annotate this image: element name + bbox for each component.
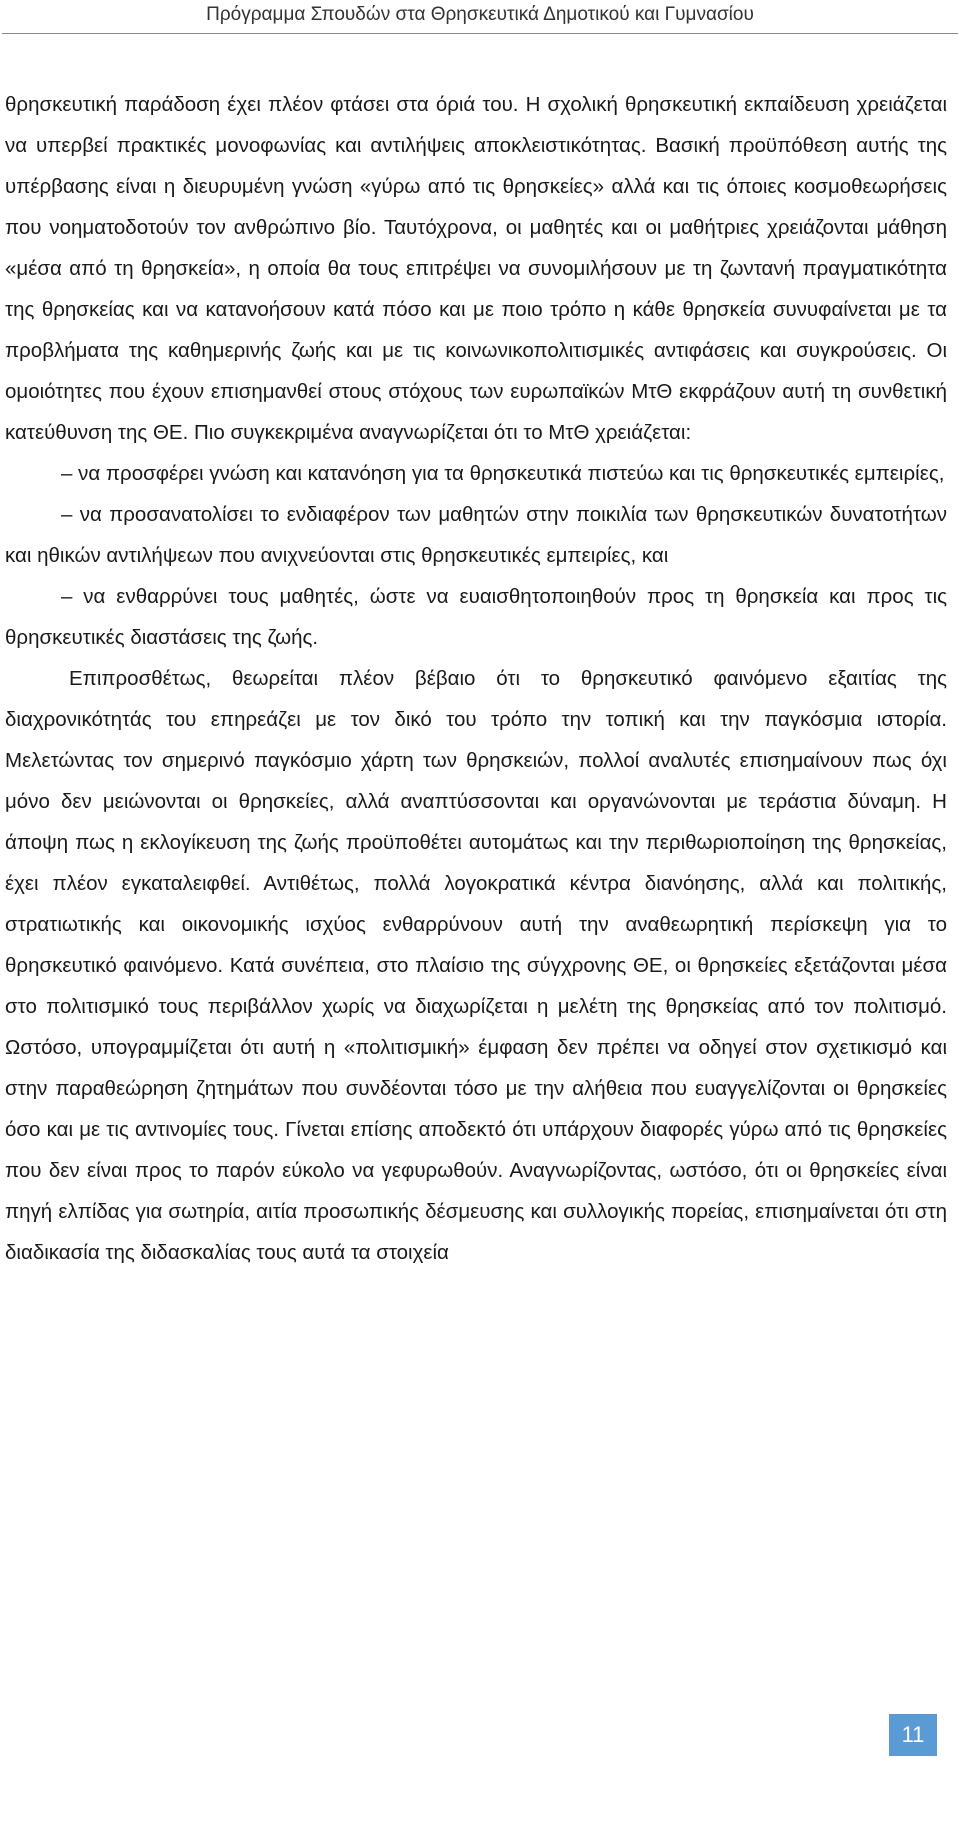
page-number-badge: 11 — [889, 1714, 937, 1756]
paragraph-furthermore: Επιπροσθέτως, θεωρείται πλέον βέβαιο ότι το θρησκευτικό φαινόμενο εξαιτίας της διαχρονικότητάς του επηρεάζει με τον δικό του τρόπο την τοπική και την παγκόσμια ιστορία. Μελετώντας τον σημερινό παγκόσμιο χάρτη των θρησκειών, πολλοί αναλυτές επισημαίνουν πως όχι μόνο δεν μειώνονται οι θρησκείες, αλλά αναπτύσσονται και οργανώνονται με τεράστια δύναμη. Η άποψη πως η εκλογίκευση της ζωής προϋποθέτει αυτομάτως και την περιθωριοποίηση της θρησκείας, έχει πλέον εγκαταλειφθεί. Αντιθέτως, πολλά λογοκρατικά κέντρα διανόησης, αλλά και πολιτικής, στρατιωτικής και οικονομικής ισχύος ενθαρρύνουν αυτή την αναθεωρητική περίσκεψη για το θρησκευτικό φαινόμενο. Κατά συνέπεια, στο πλαίσιο της σύγχρονης ΘΕ, οι θρησκείες εξετάζονται μέσα στο πολιτισμικό τους περιβάλλον χωρίς να διαχωρίζεται η μελέτη της θρησκείας από τον πολιτισμό. Ωστόσο, υπογραμμίζεται ότι αυτή η «πολιτισμική» έμφαση δεν πρέπει να οδηγεί στον σχετικισμό και στην παραθεώρηση ζητημάτων που συνδέονται τόσο με την αλήθεια που ευαγγελίζονται οι θρησκείες όσο και με τις αντινομίες τους. Γίνεται επίσης αποδεκτό ότι υπάρχουν διαφορές γύρω από τις θρησκείες που δεν είναι προς το παρόν εύκολο να γεφυρωθούν. Αναγνωρίζοντας, ωστόσο, ότι οι θρησκείες είναι πηγή ελπίδας για σωτηρία, αιτία προσωπικής δέσμευσης και συλλογικής πορείας, επισημαίνεται ότι στη διαδικασία της διδασκαλίας τους αυτά τα στοιχεία — [5, 667, 947, 1264]
running-header: Πρόγραμμα Σπουδών στα Θρησκευτικά Δημοτικού και Γυμνασίου — [206, 4, 754, 25]
header-divider — [2, 33, 958, 34]
paragraph-continuation: θρησκευτική παράδοση έχει πλέον φτάσει στα όριά του. Η σχολική θρησκευτική εκπαίδευση χρειάζεται να υπερβεί πρακτικές μονοφωνίας και αντιλήψεις αποκλειστικότητας. Βασική προϋπόθεση αυτής της υπέρβασης είναι η διευρυμένη γνώση «γύρω από τις θρησκείες» αλλά και τις όποιες κοσμοθεωρήσεις που νοηματοδοτούν τον ανθρώπινο βίο. Ταυτόχρονα, οι μαθητές και οι μαθήτριες χρειάζονται μάθηση «μέσα από τη θρησκεία», η οποία θα τους επιτρέψει να συνομιλήσουν με τη ζωντανή πραγματικότητα της θρησκείας και να κατανοήσουν κατά πόσο και με ποιο τρόπο η κάθε θρησκεία συνυφαίνεται με τα προβλήματα της καθημερινής ζωής και με τις κοινωνικοπολιτισμικές αντιφάσεις και συγκρούσεις. Οι ομοιότητες που έχουν επισημανθεί στους στόχους των ευρωπαϊκών ΜτΘ εκφράζουν αυτή τη συνθετική κατεύθυνση της ΘΕ. Πιο συγκεκριμένα αναγνωρίζεται ότι το ΜτΘ χρειάζεται: — [5, 93, 947, 444]
list-item-orientation: – να προσανατολίσει το ενδιαφέρον των μαθητών στην ποικιλία των θρησκευτικών δυνατοτήτων και ηθικών αντιλήψεων που ανιχνεύονται στις θρησκευτικές εμπειρίες, και — [5, 503, 947, 567]
list-item-knowledge: – να προσφέρει γνώση και κατανόηση για τα θρησκευτικά πιστεύω και τις θρησκευτικές εμπειρίες, — [61, 462, 945, 485]
page-body — [5, 84, 947, 1273]
list-item-encouragement: – να ενθαρρύνει τους μαθητές, ώστε να ευαισθητοποιηθούν προς τη θρησκεία και προς τις θρησκευτικές διαστάσεις της ζωής. — [5, 585, 947, 649]
